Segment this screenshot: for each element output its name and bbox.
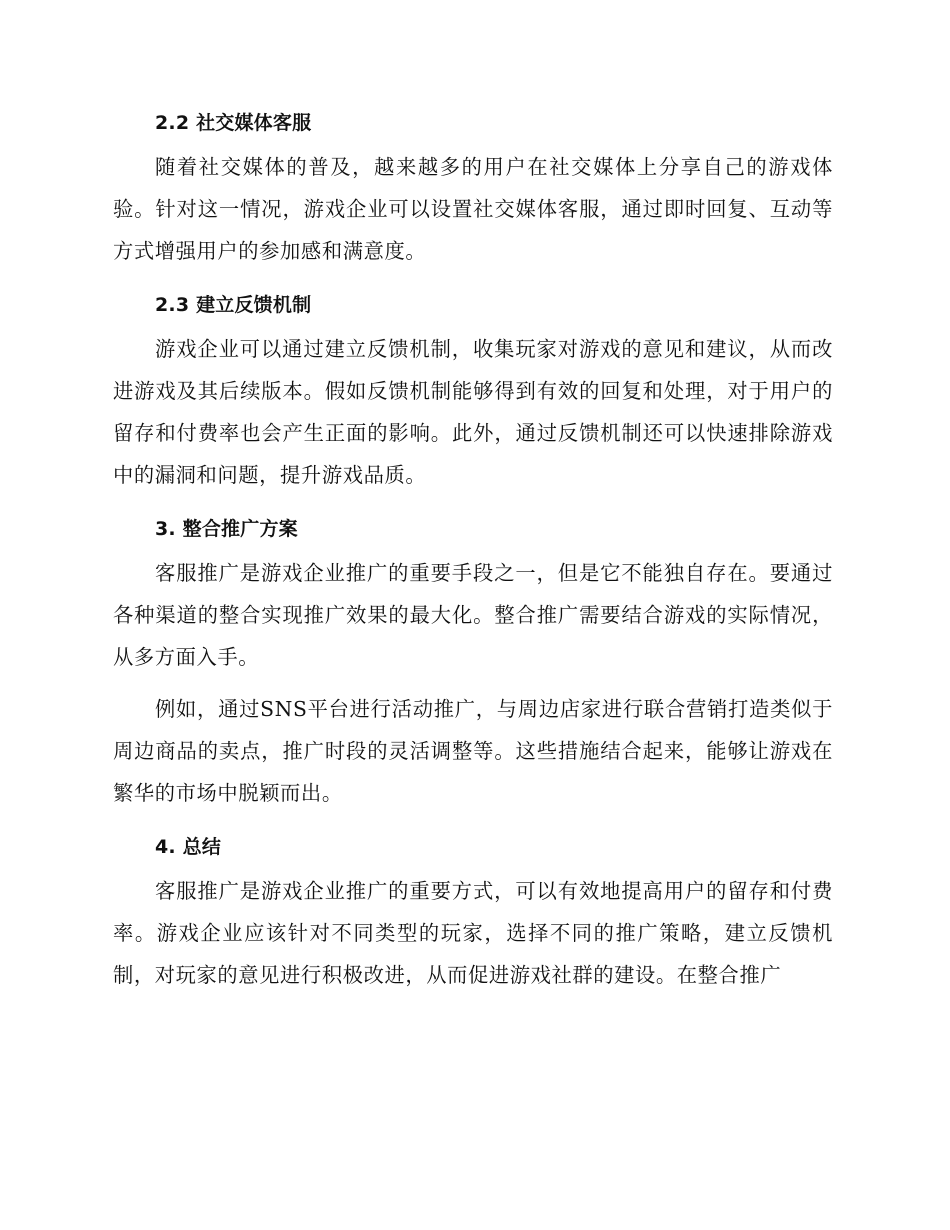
paragraph-summary: 客服推广是游戏企业推广的重要方式，可以有效地提高用户的留存和付费率。游戏企业应该针对不同类型的玩家，选择不同的推广策略，建立反馈机制，对玩家的意见进行积极改进，从而促进游戏社群的建设。在整合推广 <box>113 879 833 987</box>
document-body <box>113 108 833 996</box>
paragraph-feedback-mechanism: 游戏企业可以通过建立反馈机制，收集玩家对游戏的意见和建议，从而改进游戏及其后续版本。假如反馈机制能够得到有效的回复和处理，对于用户的留存和付费率也会产生正面的影响。此外，通过反馈机制还可以快速排除游戏中的漏洞和问题，提升游戏品质。 <box>113 337 833 487</box>
paragraph-integrated-promotion-2: 例如，通过SNS平台进行活动推广，与周边店家进行联合营销打造类似于周边商品的卖点，推广时段的灵活调整等。这些措施结合起来，能够让游戏在繁华的市场中脱颖而出。 <box>113 697 833 805</box>
paragraph-social-media-service: 随着社交媒体的普及，越来越多的用户在社交媒体上分享自己的游戏体验。针对这一情况，游戏企业可以设置社交媒体客服，通过即时回复、互动等方式增强用户的参加感和满意度。 <box>113 155 833 263</box>
section-heading-integrated-promotion: 3. 整合推广方案 <box>155 518 298 540</box>
section-heading-summary: 4. 总结 <box>155 836 222 858</box>
section-heading-social-media-service: 2.2 社交媒体客服 <box>155 112 312 134</box>
paragraph-integrated-promotion-1: 客服推广是游戏企业推广的重要手段之一，但是它不能独自存在。要通过各种渠道的整合实现推广效果的最大化。整合推广需要结合游戏的实际情况，从多方面入手。 <box>113 561 833 669</box>
section-heading-feedback-mechanism: 2.3 建立反馈机制 <box>155 294 312 316</box>
